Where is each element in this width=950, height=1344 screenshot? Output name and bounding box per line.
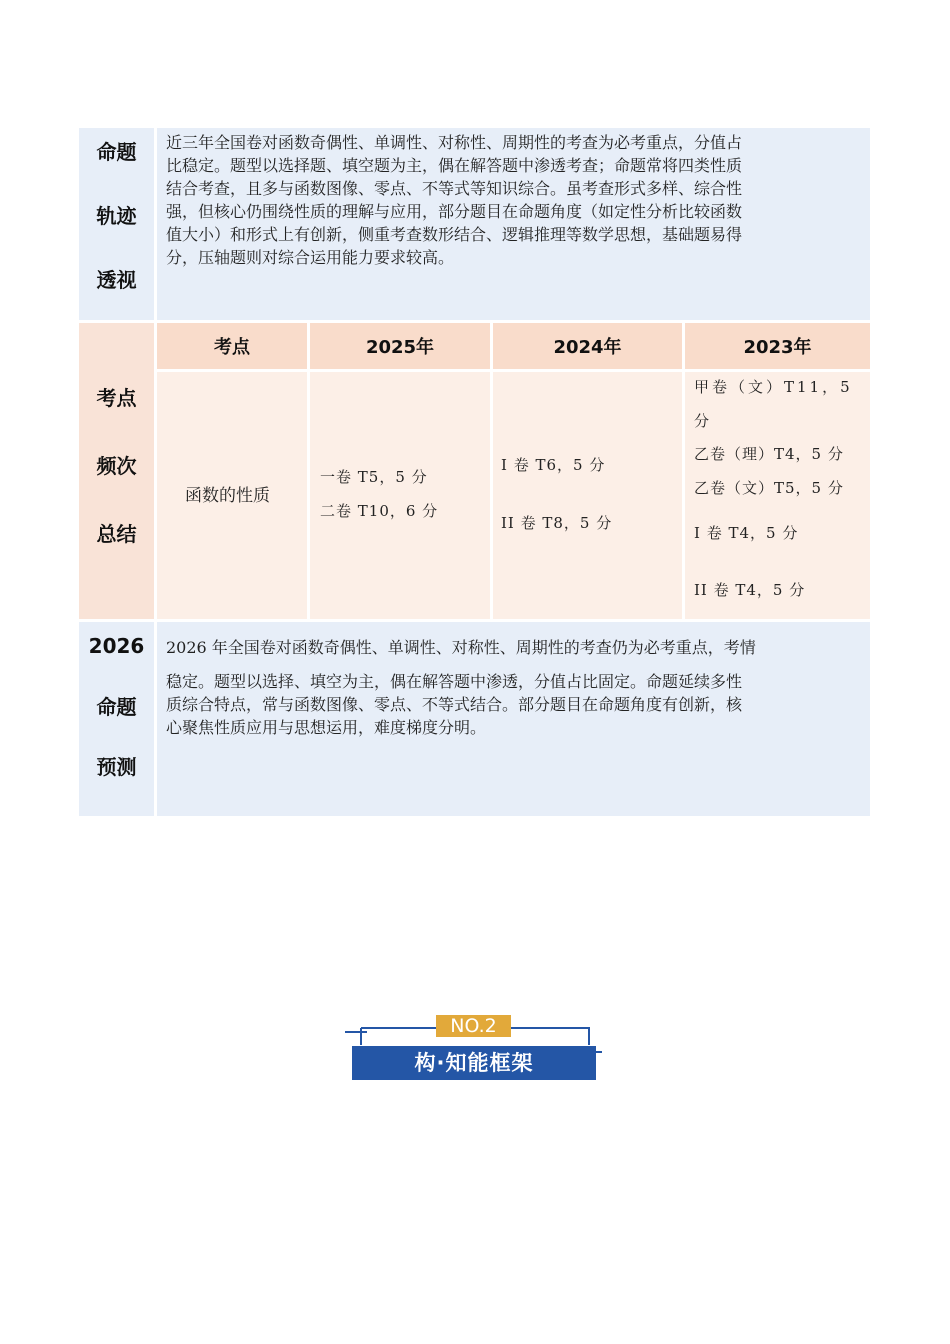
exam-entry: 甲卷（文）T11，5 xyxy=(694,378,853,396)
cell-2025 xyxy=(310,372,490,619)
topic-text: 函数的性质 xyxy=(185,486,270,506)
text-line: 近三年全国卷对函数奇偶性、单调性、对称性、周期性的考查为必考重点，分值占 xyxy=(166,133,743,152)
section-title: 构·知能框架 xyxy=(352,1046,596,1080)
prediction-text xyxy=(157,622,870,816)
cell-2024 xyxy=(493,372,682,619)
label-line: 考点 xyxy=(96,386,137,410)
text-line: 2026 年全国卷对函数奇偶性、单调性、对称性、周期性的考查仍为必考重点，考情 xyxy=(166,638,756,657)
label-line: 频次 xyxy=(96,454,137,478)
exam-entry: 乙卷（理）T4，5 分 xyxy=(694,445,844,463)
exam-entry: II 卷 T4，5 分 xyxy=(694,581,806,599)
label-line: 命题 xyxy=(96,140,137,164)
row-label-frequency xyxy=(79,323,154,619)
exam-entry: II 卷 T8，5 分 xyxy=(501,514,613,532)
exam-entry: I 卷 T6，5 分 xyxy=(501,456,606,474)
section-badge xyxy=(343,1012,605,1084)
header-2024: 2024年 xyxy=(493,323,682,369)
trajectory-text xyxy=(157,128,870,320)
exam-entry: I 卷 T4，5 分 xyxy=(694,524,799,542)
header-2023: 2023年 xyxy=(685,323,870,369)
cell-2023 xyxy=(685,372,870,619)
exam-entry: 二卷 T10，6 分 xyxy=(320,502,439,520)
exam-entry: 乙卷（文）T5，5 分 xyxy=(694,479,844,497)
header-2025: 2025年 xyxy=(310,323,490,369)
text-line: 心聚焦性质应用与思想运用，难度梯度分明。 xyxy=(166,718,487,737)
label-line: 命题 xyxy=(96,694,137,719)
label-line: 总结 xyxy=(96,522,137,546)
text-line: 比稳定。题型以选择题、填空题为主，偶在解答题中渗透考查；命题常将四类性质 xyxy=(166,156,743,175)
text-line: 强，但核心仍围绕性质的理解与应用，部分题目在命题角度（如定性分析比较函数 xyxy=(166,202,743,221)
text-line: 结合考查，且多与函数图像、零点、不等式等知识综合。虽考查形式多样、综合性 xyxy=(166,179,743,198)
exam-entry: 一卷 T5，5 分 xyxy=(320,468,428,486)
label-line: 轨迹 xyxy=(96,204,137,228)
text-line: 质综合特点，常与函数图像、零点、不等式结合。部分题目在命题角度有创新，核 xyxy=(166,695,743,714)
label-line: 2026 xyxy=(88,634,145,658)
text-line: 分，压轴题则对综合运用能力要求较高。 xyxy=(166,248,455,267)
section-number: NO.2 xyxy=(436,1015,511,1037)
label-line: 预测 xyxy=(96,755,137,780)
row-label-trajectory xyxy=(79,128,154,320)
text-line: 稳定。题型以选择、填空为主，偶在解答题中渗透，分值占比固定。命题延续多性 xyxy=(166,672,743,691)
header-topic: 考点 xyxy=(157,323,307,369)
text-line: 值大小）和形式上有创新，侧重考查数形结合、逻辑推理等数学思想，基础题易得 xyxy=(166,225,743,244)
cell-topic xyxy=(157,372,307,619)
row-label-prediction xyxy=(79,622,154,816)
exam-entry: 分 xyxy=(694,412,711,430)
label-line: 透视 xyxy=(96,268,137,292)
